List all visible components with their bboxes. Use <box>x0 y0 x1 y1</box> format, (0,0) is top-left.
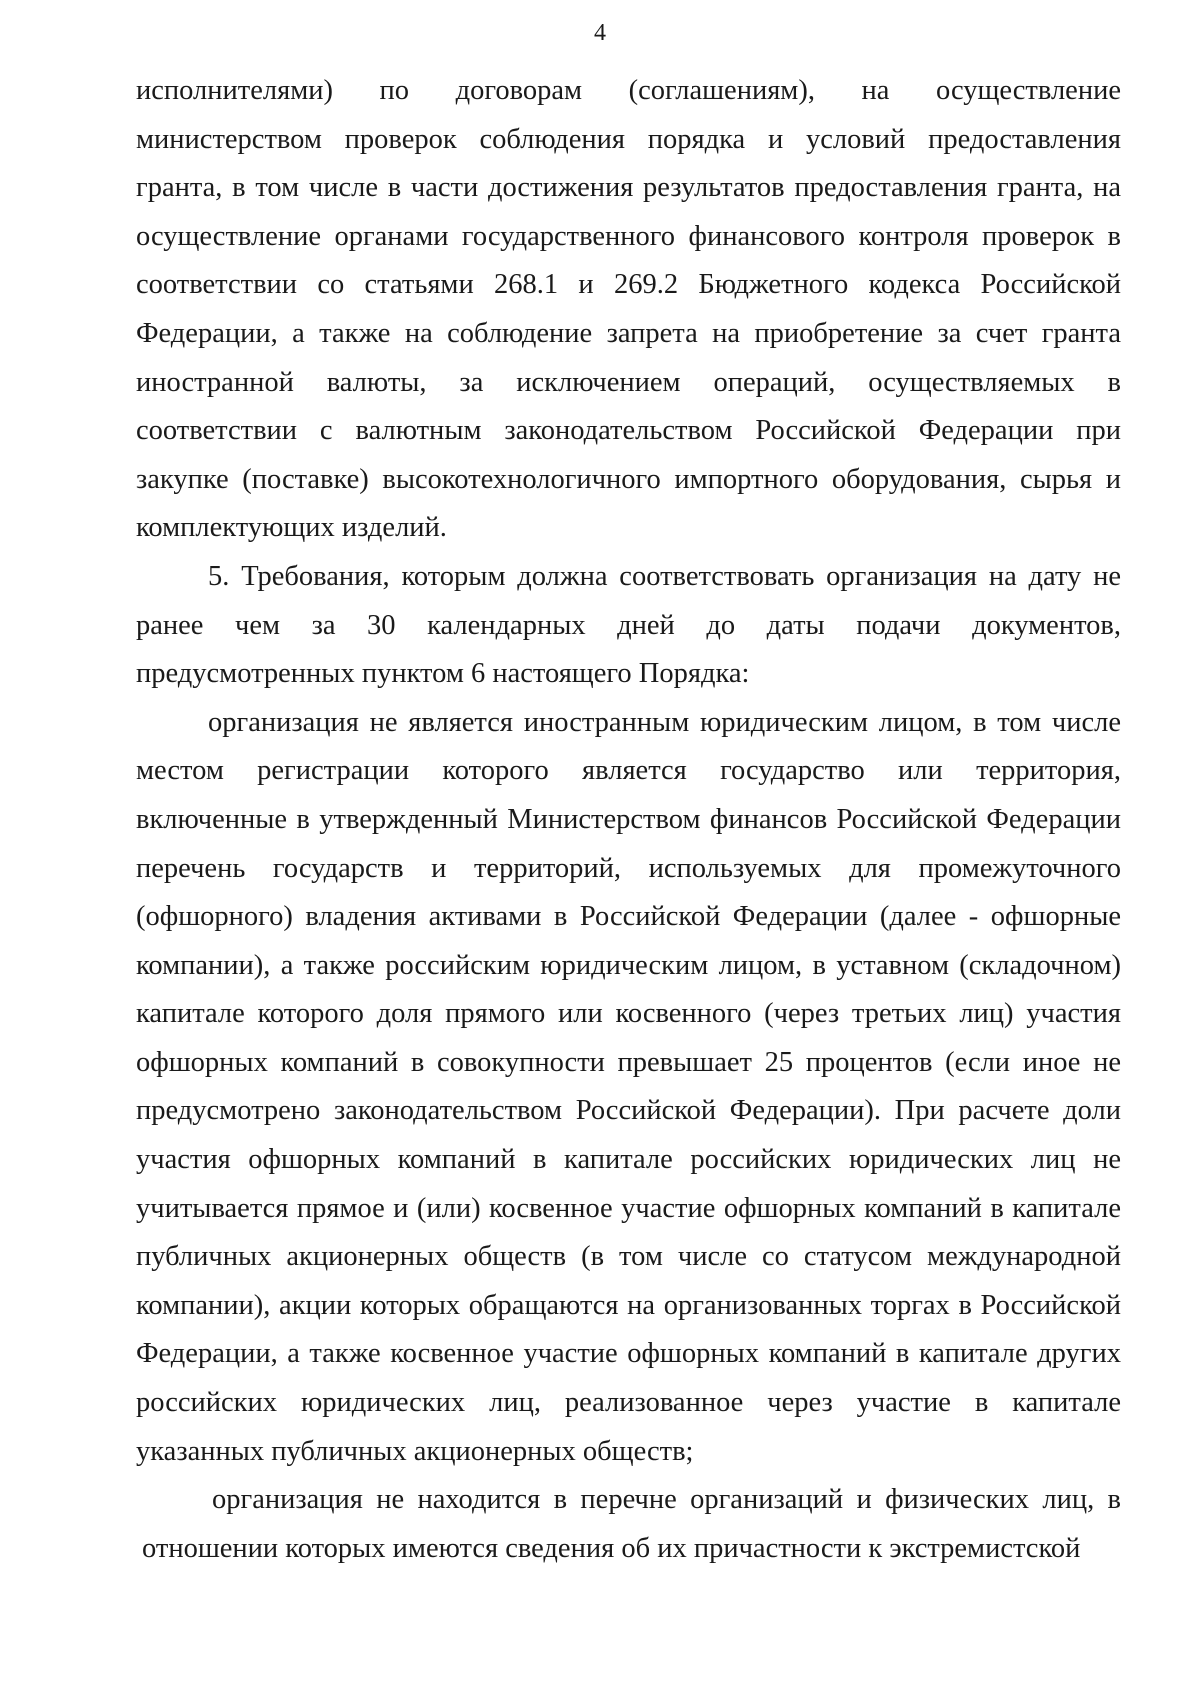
text-line: капитале которого доля прямого или косвенного (через третьих лиц) участия <box>136 998 1121 1030</box>
text-line: ранее чем за 30 календарных дней до даты подачи документов, <box>136 609 1121 641</box>
text-line: (офшорного) владения активами в Российской Федерации (далее - офшорные <box>136 901 1121 933</box>
text-line: компании), а также российским юридическим лицом, в уставном (складочном) <box>136 949 1121 981</box>
text-line: комплектующих изделий. <box>136 512 447 544</box>
text-line: участия офшорных компаний в капитале российских юридических лиц не <box>136 1144 1121 1176</box>
text-line: 5. Требования, которым должна соответствовать организация на дату не <box>208 560 1121 592</box>
text-line: Федерации, а также на соблюдение запрета на приобретение за счет гранта <box>136 317 1121 349</box>
text-line: соответствии со статьями 268.1 и 269.2 Бюджетного кодекса Российской <box>136 269 1121 301</box>
text-line: соответствии с валютным законодательством Российской Федерации при <box>136 415 1121 447</box>
text-line: учитывается прямое и (или) косвенное участие офшорных компаний в капитале <box>136 1192 1121 1224</box>
text-line: отношении которых имеются сведения об их причастности к экстремистской <box>142 1532 1081 1564</box>
page-number: 4 <box>594 20 606 46</box>
text-line: гранта, в том числе в части достижения результатов предоставления гранта, на <box>136 172 1121 204</box>
text-line: российских юридических лиц, реализованное через участие в капитале <box>136 1387 1121 1419</box>
text-line: компании), акции которых обращаются на организованных торгах в Российской <box>136 1289 1121 1321</box>
text-line: осуществление органами государственного финансового контроля проверок в <box>136 220 1121 252</box>
text-line: предусмотрено законодательством Российской Федерации). При расчете доли <box>136 1095 1121 1127</box>
text-line: Федерации, а также косвенное участие офшорных компаний в капитале других <box>136 1338 1121 1370</box>
text-line: перечень государств и территорий, используемых для промежуточного <box>136 852 1121 884</box>
text-line: исполнителями) по договорам (соглашениям), на осуществление <box>136 75 1121 106</box>
text-line: министерством проверок соблюдения порядка и условий предоставления <box>136 123 1121 155</box>
text-line: публичных акционерных обществ (в том числе со статусом международной <box>136 1241 1121 1273</box>
text-line: иностранной валюты, за исключением операций, осуществляемых в <box>136 366 1121 398</box>
text-line: включенные в утвержденный Министерством финансов Российской Федерации <box>136 803 1121 835</box>
text-line: организация не находится в перечне организаций и физических лиц, в <box>212 1484 1121 1516</box>
text-line: предусмотренных пунктом 6 настоящего Порядка: <box>136 658 750 690</box>
text-line: закупке (поставке) высокотехнологичного импортного оборудования, сырья и <box>136 463 1121 495</box>
text-line: офшорных компаний в совокупности превышает 25 процентов (если иное не <box>136 1046 1121 1078</box>
text-line: местом регистрации которого является государство или территория, <box>136 755 1121 787</box>
document-body <box>136 67 1121 1573</box>
text-line: указанных публичных акционерных обществ; <box>136 1435 694 1467</box>
text-line: организация не является иностранным юридическим лицом, в том числе <box>208 706 1121 738</box>
